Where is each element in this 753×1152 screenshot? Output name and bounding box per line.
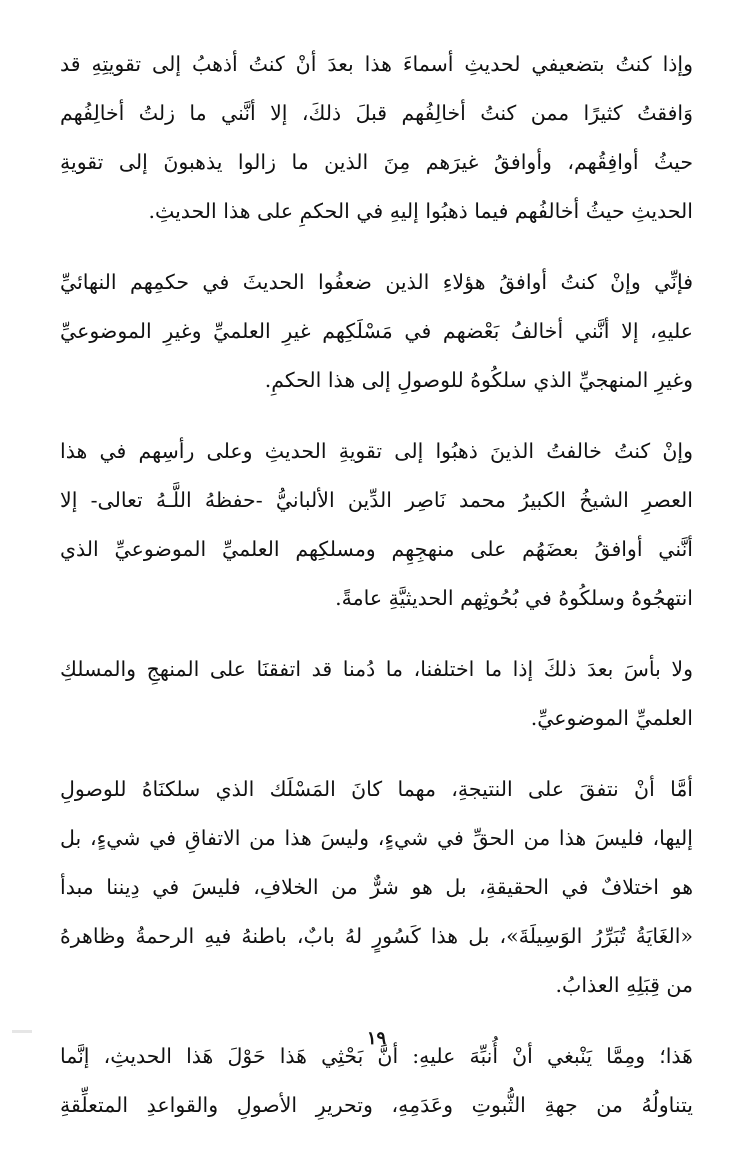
text-line: أمَّا أنْ نتفقَ على النتيجةِ، مهما كانَ المَسْلَك الذي سلكنَاهُ للوصولِ	[60, 777, 693, 801]
text-line: «الغَايَةُ تُبَرِّرُ الوَسِيلَةَ»، بل هذا كَسُورٍ لهُ بابٌ، باطنهُ فيهِ الرحمةُ وظاهرهُ	[60, 924, 693, 948]
text-line: العصرِ الشيخُ الكبيرُ محمد نَاصِر الدِّين الألبانيُّ -حفظهُ اللَّـهُ تعالى- إلا	[60, 488, 693, 512]
text-line: وإذا كنتُ بتضعيفي لحديثِ أسماءَ هذا بعدَ أنْ كنتُ أذهبُ إلى تقويتِهِ قد	[60, 52, 693, 76]
text-line: إليها، فليسَ هذا من الحقِّ في شيءٍ، وليسَ هذا من الاتفاقِ في شيءٍ، بل	[60, 826, 693, 850]
text-line: وغيرِ المنهجيِّ الذي سلكُوهُ للوصولِ إلى هذا الحكمِ.	[264, 368, 693, 392]
text-line: وإنْ كنتُ خالفتُ الذينَ ذهبُوا إلى تقويةِ الحديثِ وعلى رأسِهم في هذا	[60, 439, 693, 463]
text-line: وَافقتُ كثيرًا ممن كنتُ أخالِفُهم قبلَ ذلكَ، إلا أنَّني ما زلتُ أخالِفُهم	[60, 101, 693, 125]
text-line: أنَّني أوافقُ بعضَهُم على منهجِهِم ومسلكِهم العلميِّ الموضوعيِّ الذي	[60, 537, 693, 561]
text-line: انتهجُوهُ وسلكُوهُ في بُحُوثِهم الحديثيَّةِ عامةً.	[335, 586, 693, 610]
text-line: من قِبَلِهِ العذابُ.	[555, 973, 693, 997]
text-line: حيثُ أوافِقُهم، وأوافقُ غيرَهم مِنَ الذين ما زالوا يذهبونَ إلى تقويةِ	[60, 150, 693, 174]
text-line: يتناولُهُ من جهةِ الثُّبوتِ وعَدَمِهِ، وتحريرِ الأصولِ والقواعدِ المتعلِّقةِ	[60, 1093, 693, 1117]
text-line: الحديثِ حيثُ أخالفُهم فيما ذهبُوا إليهِ في الحكمِ على هذا الحديثِ.	[148, 199, 693, 223]
paragraph-4	[60, 645, 693, 743]
paragraph-1	[60, 40, 693, 236]
text-line: ولا بأسَ بعدَ ذلكَ إذا ما اختلفنا، ما دُمنا قد اتفقنَا على المنهجِ والمسلكِ	[60, 657, 693, 681]
scan-artifact	[12, 1030, 32, 1033]
book-page	[60, 40, 693, 1152]
paragraph-3	[60, 427, 693, 623]
text-line: هَذا؛ ومِمَّا يَنْبغي أنْ أُنبِّهَ عليهِ: أنَّ بَحْثِي هَذا حَوْلَ هَذا الحديثِ، إنَّما	[60, 1044, 693, 1068]
text-line: العلميِّ الموضوعيِّ.	[530, 706, 693, 730]
text-line: عليهِ، إلا أنَّني أخالفُ بَعْضهم في مَسْلَكِهم غيرِ العلميِّ وغيرِ الموضوعيِّ	[60, 319, 693, 343]
page-number: ١٩	[366, 1028, 387, 1049]
text-line: هو اختلافٌ في الحقيقةِ، بل هو شرٌّ من الخلافِ، فليسَ في دِيننا مبدأ	[60, 875, 693, 899]
paragraph-5	[60, 765, 693, 1010]
text-line: فإنِّي وإنْ كنتُ أوافقُ هؤلاءِ الذين ضعفُوا الحديثَ في حكمِهم النهائيِّ	[60, 270, 693, 294]
paragraph-2	[60, 258, 693, 405]
